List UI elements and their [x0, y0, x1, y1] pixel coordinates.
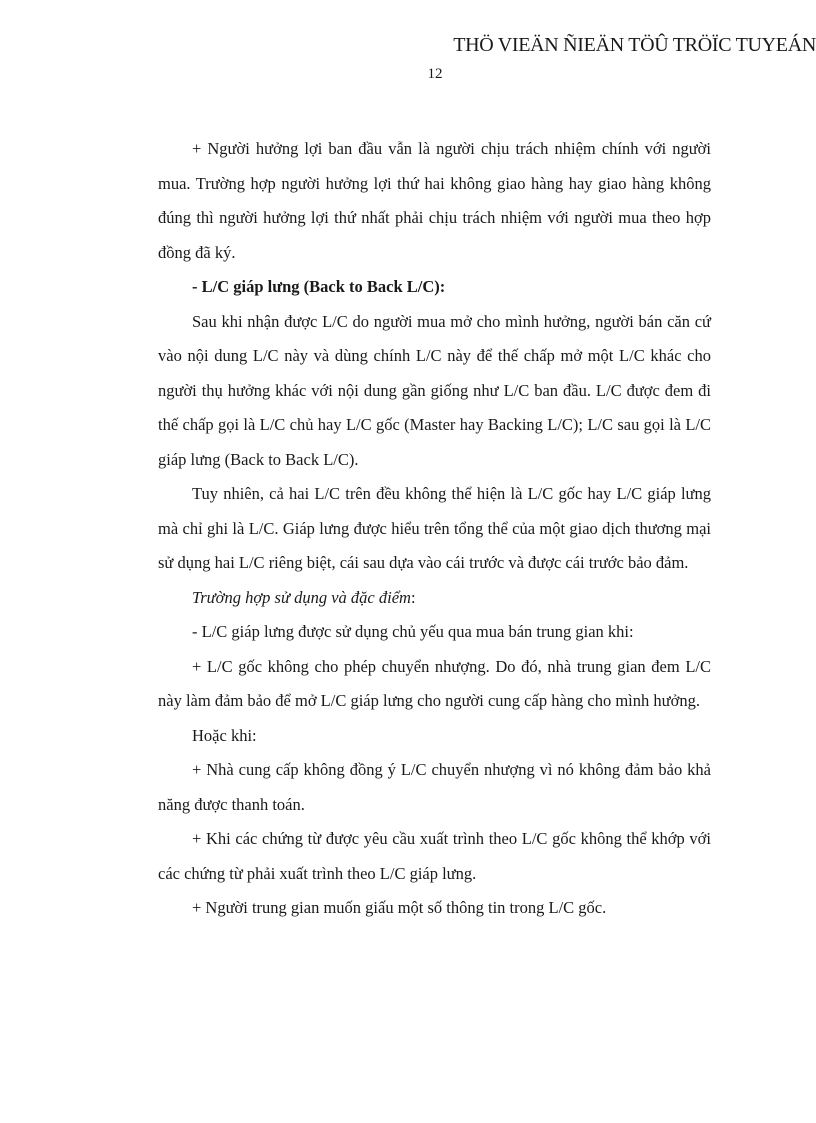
body-text — [158, 132, 711, 926]
paragraph: + Khi các chứng từ được yêu cầu xuất trình theo L/C gốc không thể khớp với các chứng từ phải xuất trình theo L/C giáp lưng. — [158, 829, 711, 883]
subheading-colon: : — [410, 587, 416, 607]
paragraph: Tuy nhiên, cả hai L/C trên đều không thể hiện là L/C gốc hay L/C giáp lưng mà chỉ ghi là L/C. Giáp lưng được hiểu trên tổng thể của một giao dịch thương mại sử dụng hai L/C riêng biệt, cái sau dựa vào cái trước và được cái trước bảo đảm. — [158, 484, 711, 572]
subheading: Trường hợp sử dụng và đặc điểm: — [192, 587, 416, 607]
running-header: THÖ VIEÄN ÑIEÄN TÖÛ TRÖÏC TUYEÁN — [453, 34, 816, 56]
page-number: 12 — [427, 66, 443, 82]
paragraph: Hoặc khi: — [192, 725, 257, 745]
paragraph: Sau khi nhận được L/C do người mua mở cho mình hưởng, người bán căn cứ vào nội dung L/C này và dùng chính L/C này để thế chấp mở một L/C khác cho người thụ hưởng khác với nội dung gần giống như L/C ban đầu. L/C được đem đi thế chấp gọi là L/C chủ hay L/C gốc (Master hay Backing L/C); L/C sau gọi là L/C giáp lưng (Back to Back L/C). — [158, 311, 711, 469]
paragraph: + Người hưởng lợi ban đầu vẫn là người chịu trách nhiệm chính với người mua. Trường hợp người hưởng lợi thứ hai không giao hàng hay giao hàng không đúng thì người hưởng lợi thứ nhất phải chịu trách nhiệm với người mua theo hợp đồng đã ký. — [158, 139, 711, 262]
paragraph: - L/C giáp lưng được sử dụng chủ yếu qua mua bán trung gian khi: — [192, 622, 634, 641]
paragraph: + Người trung gian muốn giấu một số thông tin trong L/C gốc. — [192, 898, 607, 917]
section-heading: - L/C giáp lưng (Back to Back L/C): — [192, 277, 446, 296]
paragraph: + L/C gốc không cho phép chuyển nhượng. Do đó, nhà trung gian đem L/C này làm đảm bảo để mở L/C giáp lưng cho người cung cấp hàng cho mình hưởng. — [158, 656, 711, 710]
paragraph: + Nhà cung cấp không đồng ý L/C chuyển nhượng vì nó không đảm bảo khả năng được thanh toán. — [158, 760, 711, 814]
